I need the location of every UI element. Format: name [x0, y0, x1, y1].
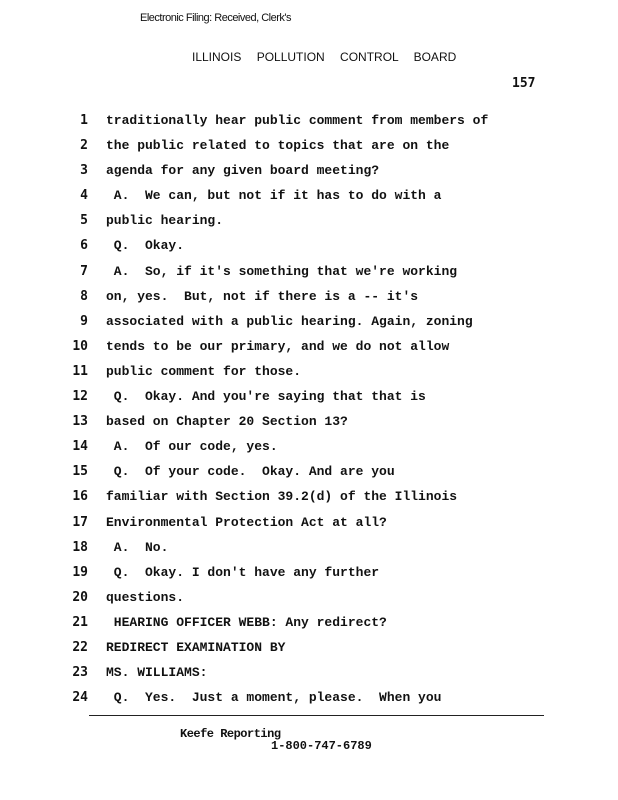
line-number: 14	[72, 439, 88, 455]
transcript-line	[0, 540, 618, 565]
line-text: public comment for those.	[106, 363, 302, 379]
line-number: 22	[72, 639, 88, 655]
line-number: 19	[72, 564, 88, 580]
line-number: 9	[80, 313, 88, 329]
transcript-line	[0, 238, 618, 263]
line-text: associated with a public hearing. Again, zoning	[106, 313, 473, 329]
transcript-lines	[0, 113, 618, 715]
filing-stamp: Electronic Filing: Received, Clerk's	[140, 12, 291, 24]
line-text: A. So, if it's something that we're working	[106, 263, 458, 279]
line-text: on, yes. But, not if there is a -- it's	[106, 288, 419, 304]
transcript-line	[0, 439, 618, 464]
line-text: MS. WILLIAMS:	[106, 665, 208, 681]
line-number: 23	[72, 665, 88, 681]
line-text: A. No.	[106, 539, 169, 555]
line-number: 1	[80, 113, 88, 128]
transcript-line	[0, 640, 618, 665]
transcript-line	[0, 590, 618, 615]
line-number: 10	[72, 338, 88, 354]
line-text: based on Chapter 20 Section 13?	[106, 414, 348, 430]
line-text: familiar with Section 39.2(d) of the Illinois	[106, 489, 458, 505]
transcript-line	[0, 364, 618, 389]
line-text: agenda for any given board meeting?	[106, 163, 380, 179]
line-number: 7	[80, 263, 88, 279]
line-text: REDIRECT EXAMINATION BY	[106, 639, 286, 655]
transcript-line	[0, 665, 618, 690]
line-number: 13	[72, 414, 88, 430]
line-text: Q. Of your code. Okay. And are you	[106, 464, 395, 480]
line-text: questions.	[106, 589, 185, 605]
line-text: public hearing.	[106, 213, 224, 229]
transcript-line	[0, 489, 618, 514]
line-number: 24	[72, 690, 88, 706]
line-number: 16	[72, 489, 88, 505]
transcript-line	[0, 213, 618, 238]
line-number: 12	[72, 389, 88, 405]
line-text: traditionally hear public comment from members of	[106, 113, 489, 128]
line-number: 8	[80, 288, 88, 304]
transcript-line	[0, 515, 618, 540]
transcript-line	[0, 690, 618, 715]
transcript-line	[0, 289, 618, 314]
line-text: the public related to topics that are on the	[106, 138, 450, 154]
transcript-line	[0, 414, 618, 439]
line-number: 2	[80, 138, 88, 154]
transcript-line	[0, 615, 618, 640]
line-text: Q. Okay. I don't have any further	[106, 564, 380, 580]
line-text: A. Of our code, yes.	[106, 439, 278, 455]
transcript-line	[0, 339, 618, 364]
line-number: 3	[80, 163, 88, 179]
line-number: 5	[80, 213, 88, 229]
line-text: Q. Okay. And you're saying that that is	[106, 389, 426, 405]
line-text: A. We can, but not if it has to do with a	[106, 188, 442, 204]
line-number: 4	[80, 188, 88, 204]
line-text: Q. Okay.	[106, 238, 185, 254]
transcript-line	[0, 163, 618, 188]
transcript-line	[0, 113, 618, 138]
transcript-line	[0, 188, 618, 213]
line-text: Q. Yes. Just a moment, please. When you	[106, 690, 442, 706]
footer-divider	[89, 715, 544, 716]
line-text: Environmental Protection Act at all?	[106, 514, 387, 530]
page-number: 157	[512, 76, 536, 91]
line-number: 15	[72, 464, 88, 480]
board-title: ILLINOIS POLLUTION CONTROL BOARD	[192, 50, 457, 64]
line-text: HEARING OFFICER WEBB: Any redirect?	[106, 614, 387, 630]
line-number: 17	[72, 514, 88, 530]
line-number: 11	[72, 363, 88, 379]
transcript-line	[0, 314, 618, 339]
line-number: 18	[72, 539, 88, 555]
line-number: 21	[72, 614, 88, 630]
footer-company: Keefe Reporting	[180, 727, 281, 741]
transcript-line	[0, 389, 618, 414]
line-number: 20	[72, 589, 88, 605]
transcript-line	[0, 464, 618, 489]
line-text: tends to be our primary, and we do not allow	[106, 338, 450, 354]
transcript-line	[0, 565, 618, 590]
transcript-line	[0, 264, 618, 289]
footer-phone: 1-800-747-6789	[271, 739, 372, 753]
line-number: 6	[80, 238, 88, 254]
transcript-line	[0, 138, 618, 163]
